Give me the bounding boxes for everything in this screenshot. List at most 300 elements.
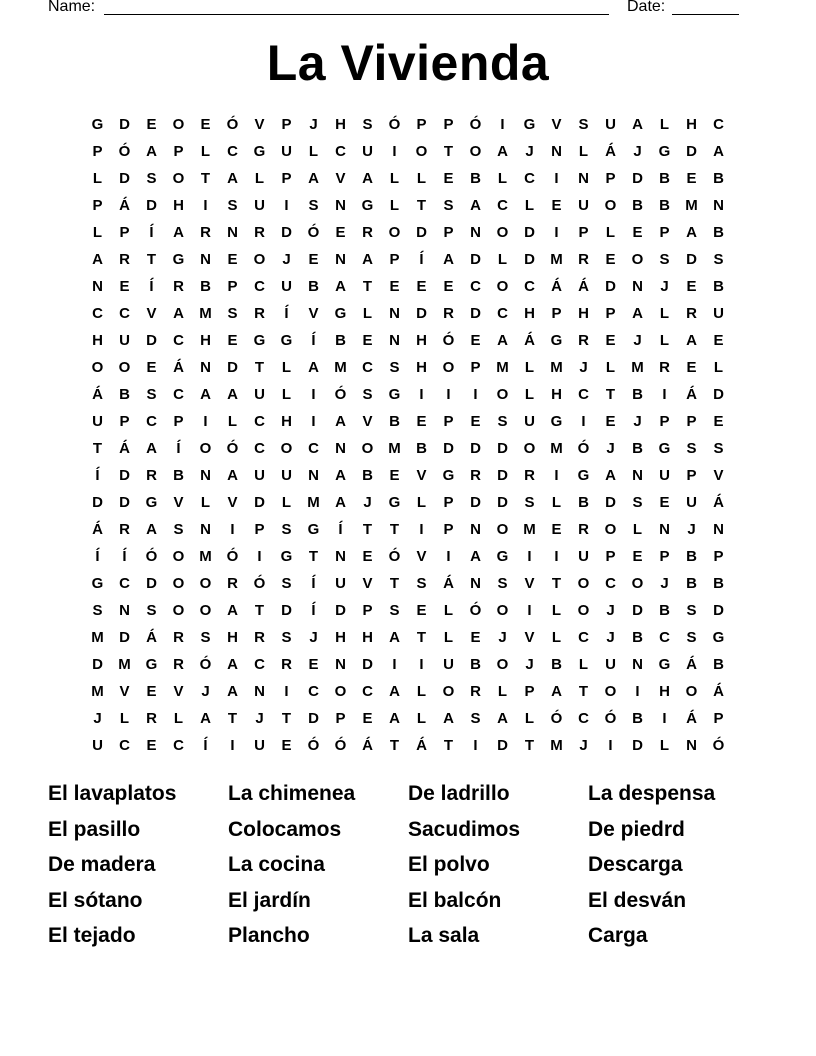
grid-cell: N [470, 224, 481, 241]
grid-cell: E [362, 332, 373, 349]
grid-cell: O [172, 602, 185, 619]
header-line [48, 0, 748, 18]
grid-cell: O [334, 683, 347, 700]
grid-cell: D [92, 494, 103, 511]
grid-row [84, 384, 732, 411]
grid-cell: N [92, 278, 103, 295]
grid-cell: O [172, 548, 185, 565]
word-list-item: La despensa [588, 782, 716, 805]
word-list-item: De ladrillo [408, 782, 510, 805]
grid-cell: P [119, 224, 130, 241]
grid-cell: A [389, 683, 400, 700]
grid-cell: Ó [604, 710, 617, 727]
grid-cell: O [172, 170, 185, 187]
grid-cell: A [443, 710, 454, 727]
grid-cell: V [416, 467, 427, 484]
grid-cell: S [578, 116, 589, 133]
name-blank [104, 0, 609, 15]
grid-cell: O [631, 575, 644, 592]
grid-cell: D [686, 251, 697, 268]
grid-cell: D [119, 467, 130, 484]
grid-cell: O [388, 224, 401, 241]
grid-cell: J [579, 737, 588, 754]
grid-cell: I [635, 683, 640, 700]
grid-cell: R [119, 251, 130, 268]
grid-cell: N [713, 521, 724, 538]
grid-cell: A [335, 413, 346, 430]
grid-cell: R [578, 521, 589, 538]
grid-cell: N [200, 359, 211, 376]
grid-cell: V [308, 305, 319, 322]
grid-cell: G [361, 197, 374, 214]
grid-cell: G [442, 467, 455, 484]
word-list [48, 780, 768, 958]
grid-cell: D [470, 440, 481, 457]
grid-cell: P [686, 413, 697, 430]
grid-cell: C [119, 305, 130, 322]
grid-cell: I [527, 548, 532, 565]
grid-cell: Á [686, 656, 697, 673]
grid-cell: Í [95, 467, 100, 484]
grid-cell: Ó [226, 440, 239, 457]
grid-cell: L [524, 359, 535, 376]
grid-cell: N [470, 521, 481, 538]
grid-row [84, 465, 732, 492]
grid-cell: E [713, 413, 724, 430]
grid-cell: E [632, 548, 643, 565]
word-list-item: El polvo [408, 853, 490, 876]
word-list-item: La chimenea [228, 782, 356, 805]
grid-cell: H [362, 629, 373, 646]
grid-cell: L [281, 494, 292, 511]
grid-cell: P [389, 251, 400, 268]
grid-cell: V [254, 116, 265, 133]
grid-cell: O [442, 359, 455, 376]
grid-cell: Ó [550, 710, 563, 727]
grid-cell: P [119, 413, 130, 430]
grid-cell: H [416, 332, 427, 349]
grid-cell: G [550, 332, 563, 349]
grid-cell: B [713, 278, 724, 295]
grid-cell: M [199, 305, 212, 322]
grid-cell: E [362, 548, 373, 565]
grid-cell: P [659, 548, 670, 565]
grid-cell: U [686, 494, 697, 511]
grid-cell: N [389, 305, 400, 322]
grid-row [84, 654, 732, 681]
grid-cell: I [608, 737, 613, 754]
grid-cell: I [527, 602, 532, 619]
grid-cell: V [173, 683, 184, 700]
grid-cell: M [550, 251, 563, 268]
grid-cell: L [389, 197, 400, 214]
grid-cell: J [309, 629, 318, 646]
grid-cell: I [419, 656, 424, 673]
grid-cell: N [335, 251, 346, 268]
grid-cell: G [91, 116, 104, 133]
grid-cell: T [605, 386, 616, 403]
grid-cell: H [335, 116, 346, 133]
grid-cell: I [662, 386, 667, 403]
grid-cell: C [713, 116, 724, 133]
grid-cell: B [578, 494, 589, 511]
word-list-item: De piedrd [588, 817, 685, 841]
grid-row [84, 573, 732, 600]
grid-cell: P [443, 116, 454, 133]
grid-cell: D [632, 737, 643, 754]
grid-cell: B [659, 170, 670, 187]
grid-cell: I [473, 386, 478, 403]
grid-cell: O [172, 116, 185, 133]
grid-cell: Á [443, 575, 454, 592]
grid-cell: L [308, 143, 319, 160]
grid-cell: A [443, 251, 454, 268]
grid-cell: M [685, 197, 698, 214]
grid-cell: I [446, 386, 451, 403]
grid-cell: L [659, 305, 670, 322]
grid-cell: Á [551, 278, 562, 295]
grid-cell: G [577, 467, 590, 484]
grid-cell: R [578, 332, 589, 349]
grid-cell: Í [311, 602, 316, 619]
grid-cell: C [578, 629, 589, 646]
grid-cell: H [281, 413, 292, 430]
grid-cell: L [119, 710, 130, 727]
grid-cell: P [605, 305, 616, 322]
grid-cell: N [551, 143, 562, 160]
grid-cell: A [200, 386, 211, 403]
grid-cell: P [713, 548, 724, 565]
grid-cell: C [173, 386, 184, 403]
grid-cell: D [470, 494, 481, 511]
grid-cell: E [416, 602, 427, 619]
grid-cell: Á [713, 494, 724, 511]
grid-cell: Í [149, 224, 154, 241]
grid-cell: L [92, 224, 103, 241]
grid-cell: J [660, 575, 669, 592]
grid-cell: N [659, 521, 670, 538]
grid-cell: A [92, 251, 103, 268]
grid-cell: V [146, 305, 157, 322]
grid-cell: B [470, 170, 481, 187]
grid-cell: P [524, 683, 535, 700]
grid-cell: P [362, 602, 373, 619]
grid-cell: P [335, 710, 346, 727]
grid-cell: A [308, 359, 319, 376]
grid-cell: D [119, 629, 130, 646]
grid-cell: J [687, 521, 696, 538]
grid-row [84, 708, 732, 735]
grid-cell: H [200, 332, 211, 349]
grid-cell: T [443, 143, 454, 160]
grid-cell: L [254, 170, 265, 187]
grid-cell: N [389, 332, 400, 349]
grid-cell: T [389, 737, 400, 754]
grid-cell: B [632, 440, 643, 457]
grid-cell: I [662, 710, 667, 727]
grid-cell: L [362, 305, 373, 322]
grid-cell: H [173, 197, 184, 214]
grid-cell: N [470, 575, 481, 592]
grid-cell: L [92, 170, 103, 187]
grid-cell: V [713, 467, 724, 484]
grid-cell: T [254, 602, 265, 619]
grid-cell: R [173, 656, 184, 673]
grid-row [84, 276, 732, 303]
grid-cell: M [496, 359, 509, 376]
grid-cell: S [362, 386, 373, 403]
grid-row [84, 492, 732, 519]
grid-cell: G [658, 440, 671, 457]
grid-cell: E [632, 224, 643, 241]
grid-cell: B [632, 197, 643, 214]
grid-cell: D [146, 575, 157, 592]
grid-cell: E [416, 413, 427, 430]
grid-cell: E [335, 224, 346, 241]
grid-cell: Ó [712, 737, 725, 754]
grid-cell: G [253, 332, 266, 349]
grid-cell: B [470, 656, 481, 673]
grid-cell: Á [173, 359, 184, 376]
grid-cell: Ó [469, 116, 482, 133]
grid-cell: L [524, 197, 535, 214]
grid-cell: V [227, 494, 238, 511]
grid-cell: E [605, 332, 616, 349]
grid-cell: V [362, 413, 373, 430]
grid-cell: T [443, 737, 454, 754]
grid-cell: M [199, 548, 212, 565]
grid-cell: E [389, 467, 400, 484]
grid-cell: O [199, 575, 212, 592]
grid-cell: N [254, 683, 265, 700]
grid-cell: D [416, 224, 427, 241]
grid-cell: J [606, 629, 615, 646]
grid-row [84, 114, 732, 141]
grid-cell: J [282, 251, 291, 268]
grid-cell: O [415, 143, 428, 160]
grid-cell: I [230, 737, 235, 754]
grid-cell: S [146, 170, 157, 187]
grid-cell: T [578, 683, 589, 700]
grid-cell: G [253, 143, 266, 160]
grid-cell: P [578, 224, 589, 241]
word-list-item: El tejado [48, 924, 136, 947]
grid-cell: V [416, 548, 427, 565]
grid-cell: P [443, 494, 454, 511]
grid-cell: C [578, 710, 589, 727]
grid-cell: J [93, 710, 102, 727]
grid-cell: P [281, 116, 292, 133]
grid-cell: R [470, 467, 481, 484]
grid-cell: D [497, 494, 508, 511]
grid-cell: A [146, 143, 157, 160]
grid-cell: T [227, 710, 238, 727]
grid-cell: I [500, 116, 505, 133]
grid-cell: B [335, 332, 346, 349]
grid-cell: C [497, 197, 508, 214]
grid-row [84, 222, 732, 249]
grid-cell: A [632, 305, 643, 322]
grid-cell: V [551, 116, 562, 133]
grid-cell: I [554, 224, 559, 241]
grid-cell: E [146, 359, 157, 376]
grid-cell: Ó [226, 548, 239, 565]
grid-cell: V [119, 683, 130, 700]
grid-row [84, 519, 732, 546]
grid-cell: E [686, 170, 697, 187]
grid-cell: M [307, 494, 320, 511]
grid-cell: N [335, 656, 346, 673]
grid-cell: L [227, 413, 238, 430]
grid-cell: A [470, 197, 481, 214]
grid-cell: T [281, 710, 292, 727]
grid-cell: N [200, 251, 211, 268]
grid-cell: L [497, 170, 508, 187]
grid-cell: Í [149, 278, 154, 295]
grid-cell: R [119, 521, 130, 538]
grid-cell: P [686, 467, 697, 484]
grid-cell: H [659, 683, 670, 700]
grid-cell: Ó [307, 224, 320, 241]
grid-cell: O [496, 386, 509, 403]
grid-cell: C [524, 278, 535, 295]
word-list-item: El balcón [408, 888, 502, 912]
grid-cell: U [254, 737, 265, 754]
grid-row [84, 168, 732, 195]
grid-cell: U [119, 332, 130, 349]
grid-cell: E [416, 278, 427, 295]
grid-cell: T [92, 440, 103, 457]
grid-cell: O [496, 278, 509, 295]
grid-row [84, 735, 732, 762]
grid-cell: T [416, 629, 427, 646]
grid-cell: Ó [469, 602, 482, 619]
grid-cell: A [335, 278, 346, 295]
grid-cell: Á [605, 143, 616, 160]
grid-cell: U [254, 386, 265, 403]
grid-cell: D [119, 170, 130, 187]
grid-cell: S [686, 440, 697, 457]
grid-cell: N [686, 737, 697, 754]
grid-cell: V [335, 170, 346, 187]
grid-cell: C [92, 305, 103, 322]
grid-cell: G [658, 656, 671, 673]
grid-cell: D [119, 116, 130, 133]
grid-cell: T [254, 359, 265, 376]
grid-cell: H [578, 305, 589, 322]
grid-cell: D [227, 359, 238, 376]
grid-cell: I [311, 386, 316, 403]
grid-cell: H [227, 629, 238, 646]
grid-cell: I [581, 413, 586, 430]
grid-cell: G [172, 251, 185, 268]
grid-cell: N [335, 440, 346, 457]
grid-cell: S [308, 197, 319, 214]
grid-cell: M [523, 521, 536, 538]
grid-cell: S [146, 602, 157, 619]
grid-cell: P [443, 413, 454, 430]
grid-cell: G [334, 305, 347, 322]
grid-cell: L [200, 494, 211, 511]
grid-cell: L [416, 683, 427, 700]
date-label: Date: [627, 0, 666, 15]
grid-cell: P [659, 224, 670, 241]
grid-cell: C [362, 683, 373, 700]
grid-cell: D [281, 224, 292, 241]
grid-cell: Ó [226, 116, 239, 133]
grid-cell: Á [524, 332, 535, 349]
grid-cell: J [633, 413, 642, 430]
grid-cell: S [146, 386, 157, 403]
grid-cell: O [604, 521, 617, 538]
grid-cell: L [443, 602, 454, 619]
grid-cell: R [281, 656, 292, 673]
grid-cell: C [605, 575, 616, 592]
grid-cell: Ó [577, 440, 590, 457]
grid-cell: Á [416, 737, 427, 754]
grid-cell: R [254, 629, 265, 646]
word-list-item: Carga [588, 924, 648, 947]
grid-cell: L [416, 710, 427, 727]
grid-cell: A [389, 710, 400, 727]
grid-cell: C [497, 305, 508, 322]
grid-cell: V [362, 575, 373, 592]
grid-cell: R [524, 467, 535, 484]
grid-cell: C [659, 629, 670, 646]
grid-cell: A [227, 683, 238, 700]
grid-cell: A [173, 224, 184, 241]
grid-cell: U [605, 656, 616, 673]
grid-cell: P [92, 143, 103, 160]
grid-cell: Ó [442, 332, 455, 349]
grid-cell: B [632, 386, 643, 403]
grid-row [84, 681, 732, 708]
grid-cell: L [578, 143, 589, 160]
grid-cell: T [200, 170, 211, 187]
name-label: Name: [48, 0, 96, 15]
grid-cell: A [605, 467, 616, 484]
grid-cell: J [525, 143, 534, 160]
grid-cell: Í [203, 737, 208, 754]
grid-cell: A [227, 656, 238, 673]
grid-cell: S [686, 602, 697, 619]
grid-cell: S [281, 521, 292, 538]
grid-cell: S [713, 440, 724, 457]
grid-cell: N [227, 224, 238, 241]
grid-cell: B [713, 170, 724, 187]
grid-cell: A [686, 332, 697, 349]
grid-cell: B [632, 629, 643, 646]
grid-row [84, 249, 732, 276]
grid-cell: O [469, 143, 482, 160]
grid-cell: C [254, 413, 265, 430]
grid-cell: E [470, 413, 481, 430]
grid-cell: R [173, 278, 184, 295]
grid-cell: R [146, 710, 157, 727]
grid-cell: E [146, 737, 157, 754]
grid-cell: H [92, 332, 103, 349]
grid-cell: P [443, 521, 454, 538]
grid-cell: L [173, 710, 184, 727]
grid-cell: S [686, 629, 697, 646]
grid-cell: D [416, 305, 427, 322]
grid-cell: N [308, 467, 319, 484]
grid-cell: U [281, 143, 292, 160]
grid-cell: U [92, 737, 103, 754]
grid-cell: C [173, 332, 184, 349]
grid-cell: A [497, 710, 508, 727]
grid-cell: A [497, 143, 508, 160]
